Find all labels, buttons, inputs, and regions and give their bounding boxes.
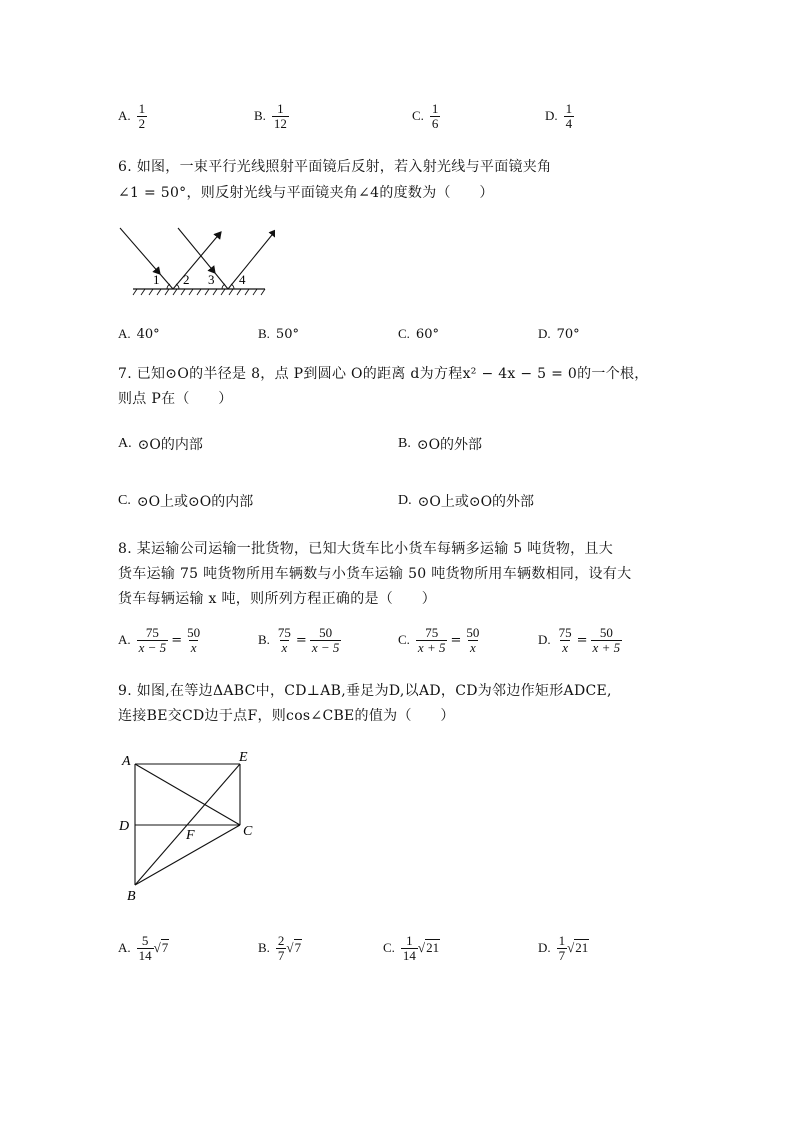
square-root: √7 (153, 940, 169, 956)
fraction-right: $\frac{50}{x - 5}$ (311, 625, 340, 655)
option-label: C. (398, 632, 410, 648)
q8-option-c[interactable] (398, 626, 481, 654)
q5-option-b[interactable] (254, 102, 289, 130)
q9-option-c[interactable] (383, 934, 440, 962)
q9-option-b[interactable] (258, 934, 302, 962)
fraction: $\frac{1}{6}$ (431, 101, 439, 131)
option-label: D. (538, 632, 551, 648)
q8-text-line1: 8. 某运输公司运输一批货物，已知大货车比小货车每辆多运输 5 吨货物，且大 (118, 541, 614, 557)
option-label: B. (398, 436, 411, 451)
reflected-ray-2 (228, 230, 275, 289)
point-label-f: F (186, 828, 195, 843)
fraction: $\frac{5}{14}$ (138, 933, 152, 963)
q8-option-b[interactable] (258, 626, 341, 654)
angle-label-3: 3 (208, 272, 215, 287)
q5-option-a[interactable] (118, 102, 147, 130)
option-label: D. (538, 940, 551, 956)
option-label: A. (118, 436, 132, 451)
option-label: C. (412, 108, 424, 124)
option-text: ⊙O上或⊙O的内部 (136, 494, 254, 510)
q9-option-d[interactable] (538, 934, 589, 962)
option-label: D. (538, 326, 551, 341)
q7-text-line2: 则点 P在（ ） (118, 391, 233, 407)
equals-sign: = (171, 632, 183, 648)
square-root: √21 (417, 940, 440, 956)
q6-option-b[interactable] (258, 326, 299, 342)
q7-option-a[interactable] (118, 434, 203, 454)
fraction-left: $\frac{75}{x + 5}$ (417, 625, 446, 655)
q9-text-line2: 连接BE交CD边于点F，则cos∠CBE的值为（ ） (118, 708, 455, 724)
q6-text-line2: ∠1 = 50°，则反射光线与平面镜夹角∠4的度数为（ ） (118, 185, 494, 201)
option-text: 70° (556, 326, 580, 342)
incident-ray-1 (120, 228, 160, 274)
option-label: C. (398, 326, 410, 341)
fraction: $\frac{2}{7}$ (277, 933, 285, 963)
option-label: B. (254, 108, 266, 124)
equals-sign: = (576, 632, 588, 648)
option-label: A. (118, 940, 131, 956)
q6-option-c[interactable] (398, 326, 439, 342)
q6-option-d[interactable] (538, 326, 580, 342)
fraction: $\frac{1}{12}$ (273, 101, 287, 131)
fraction: $\frac{1}{4}$ (565, 101, 573, 131)
angle-label-2: 2 (183, 272, 190, 287)
fraction: $\frac{1}{7}$ (558, 933, 566, 963)
mirror-hatching (133, 289, 265, 295)
q5-option-c[interactable] (412, 102, 440, 130)
fraction-left: $\frac{75}{x}$ (558, 625, 572, 655)
option-text: 40° (136, 326, 160, 342)
q9-rectangle-triangle-figure (112, 745, 262, 905)
option-text: ⊙O上或⊙O的外部 (417, 494, 535, 510)
option-label: B. (258, 326, 270, 341)
incident-ray-2 (178, 228, 215, 273)
q8-text-line3: 货车每辆运输 x 吨，则所列方程正确的是（ ） (118, 591, 436, 607)
option-label: A. (118, 108, 131, 124)
option-label: C. (383, 940, 395, 956)
q5-option-d[interactable] (545, 102, 574, 130)
q8-option-d[interactable] (538, 626, 622, 654)
equals-sign: = (295, 632, 307, 648)
point-label-d: D (119, 819, 130, 834)
option-label: A. (118, 326, 131, 341)
equals-sign: = (450, 632, 462, 648)
fraction-right: $\frac{50}{x + 5}$ (592, 625, 621, 655)
fraction-right: $\frac{50}{x}$ (187, 625, 201, 655)
q9-text-line1: 9. 如图,在等边ΔABC中，CD⊥AB,垂足为D,以AD，CD为邻边作矩形ADCE, (118, 683, 612, 699)
angle-label-1: 1 (153, 272, 160, 287)
q6-text-line1: 6. 如图，一束平行光线照射平面镜后反射，若入射光线与平面镜夹角 (118, 159, 552, 175)
q7-text-line1: 7. 已知⊙O的半径是 8，点 P到圆心 O的距离 d为方程x² − 4x − 5 = 0的一个根， (118, 366, 649, 382)
q7-option-b[interactable] (398, 434, 482, 454)
q9-option-a[interactable] (118, 934, 169, 962)
option-text: 50° (275, 326, 299, 342)
q8-option-a[interactable] (118, 626, 202, 654)
q7-option-d[interactable] (398, 491, 534, 511)
square-root: √7 (286, 940, 302, 956)
option-label: D. (398, 493, 412, 508)
point-label-e: E (239, 750, 248, 765)
option-label: D. (545, 108, 558, 124)
fraction-right: $\frac{50}{x}$ (466, 625, 480, 655)
option-label: B. (258, 940, 270, 956)
point-label-a: A (122, 754, 131, 769)
option-text: ⊙O的内部 (137, 437, 203, 453)
q7-option-c[interactable] (118, 491, 253, 511)
q8-text-line2: 货车运输 75 吨货物所用车辆数与小货车运输 50 吨货物所用车辆数相同，设有大 (118, 566, 632, 582)
option-text: 60° (415, 326, 439, 342)
fraction: $\frac{1}{14}$ (402, 933, 416, 963)
option-text: ⊙O的外部 (416, 437, 483, 453)
point-label-c: C (243, 824, 253, 839)
fraction: $\frac{1}{2}$ (138, 101, 146, 131)
option-label: C. (118, 493, 131, 508)
q6-mirror-figure (115, 222, 275, 298)
option-label: A. (118, 632, 131, 648)
angle-label-4: 4 (239, 272, 246, 287)
q6-option-a[interactable] (118, 326, 160, 342)
point-label-b: B (127, 889, 136, 904)
fraction-left: $\frac{75}{x - 5}$ (138, 625, 167, 655)
option-label: B. (258, 632, 270, 648)
fraction-left: $\frac{75}{x}$ (277, 625, 291, 655)
segment-ac (135, 764, 240, 825)
square-root: √21 (567, 940, 589, 956)
